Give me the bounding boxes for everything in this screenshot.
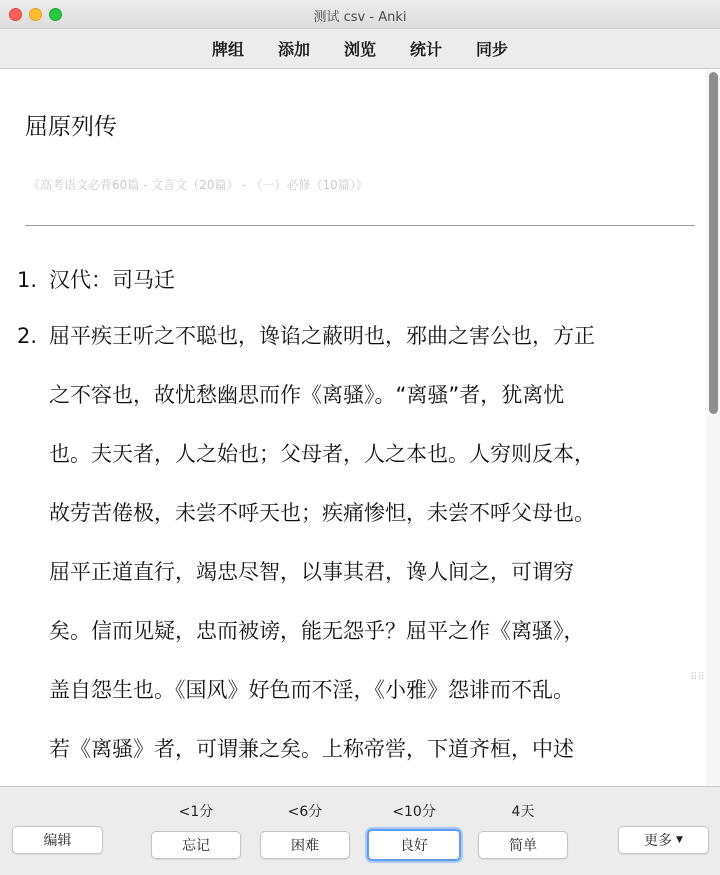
- nav-stats[interactable]: 统计: [410, 40, 443, 59]
- ease-interval-easy: 4天: [511, 804, 535, 820]
- resize-grip-icon: ⠿⠿: [690, 672, 705, 683]
- again-button[interactable]: [151, 831, 241, 859]
- again-label: 忘记: [182, 838, 210, 854]
- ease-interval-good: <10分: [392, 804, 436, 820]
- ease-interval-again: <1分: [178, 804, 214, 820]
- divider: [25, 225, 695, 226]
- list-number: 2.: [17, 324, 38, 348]
- nav-sync[interactable]: 同步: [476, 40, 509, 59]
- nav-add[interactable]: 添加: [277, 40, 310, 59]
- title-bar: [0, 0, 720, 29]
- good-label: 良好: [400, 838, 428, 854]
- edit-button[interactable]: [12, 826, 103, 854]
- text-line: 屈平疾王听之不聪也，谗谄之蔽明也，邪曲之害公也，方正: [49, 324, 595, 348]
- more-label: 更多: [644, 833, 673, 849]
- list-text: [49, 318, 695, 786]
- easy-label: 简单: [509, 838, 537, 854]
- window-title: 测试 csv - Anki: [313, 10, 407, 25]
- more-button[interactable]: [618, 826, 709, 854]
- card-content: [0, 70, 706, 786]
- list-item: [0, 318, 706, 786]
- hard-button[interactable]: [260, 831, 350, 859]
- text-line: 盖自怨生也。《国风》好色而不淫，《小雅》怨诽而不乱。: [49, 678, 574, 702]
- text-line: 屈平正道直行，竭忠尽智，以事其君，谗人间之，可谓穷: [49, 560, 574, 584]
- review-bar: [0, 786, 720, 875]
- deck-breadcrumb: 《高考语文必背60篇 - 文言文（20篇） - （一）必修（10篇）》: [28, 178, 368, 192]
- scrollbar-thumb[interactable]: [709, 72, 718, 414]
- hard-label: 困难: [291, 838, 319, 854]
- vertical-scrollbar[interactable]: [706, 70, 720, 786]
- list-item: [0, 262, 706, 318]
- text-line: 若《离骚》者，可谓兼之矣。上称帝喾，下道齐桓，中述: [49, 737, 574, 761]
- text-line: 之不容也，故忧愁幽思而作《离骚》。“离骚”者，犹离忧: [49, 383, 565, 407]
- easy-button[interactable]: [478, 831, 568, 859]
- text-line: 也。夫天者，人之始也；父母者，人之本也。人穷则反本，: [49, 442, 595, 466]
- list-number: 1.: [17, 268, 38, 292]
- text-line: 故劳苦倦极，未尝不呼天也；疾痛惨怛，未尝不呼父母也。: [49, 501, 595, 525]
- nav-browse[interactable]: 浏览: [343, 40, 376, 59]
- nav-decks[interactable]: 牌组: [211, 40, 244, 59]
- top-navigation: [0, 29, 720, 69]
- edit-label: 编辑: [43, 833, 72, 849]
- answer-list: [0, 262, 706, 786]
- list-text: 汉代：司马迁: [49, 268, 175, 292]
- text-line: 矣。信而见疑，忠而被谤，能无怨乎？屈平之作《离骚》，: [49, 619, 585, 643]
- caret-down-icon: ▼: [676, 835, 683, 845]
- good-button[interactable]: [367, 829, 461, 861]
- ease-interval-hard: <6分: [287, 804, 323, 820]
- card-title: 屈原列传: [25, 114, 117, 140]
